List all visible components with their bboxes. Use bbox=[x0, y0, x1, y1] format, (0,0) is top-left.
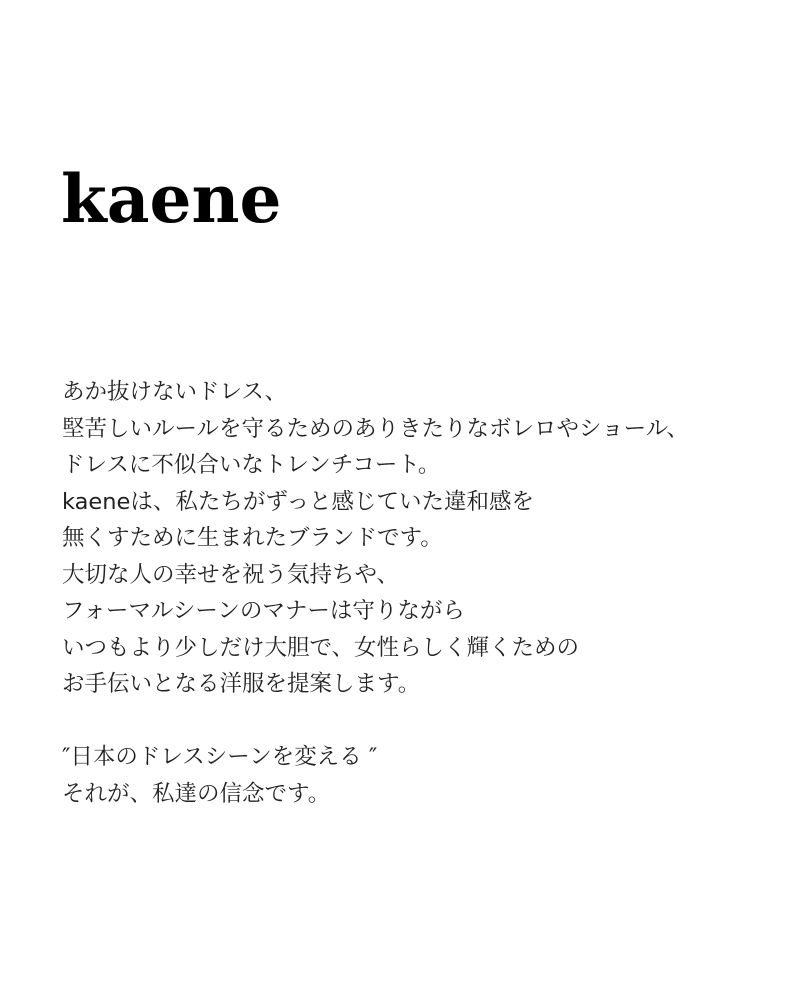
paragraph-spacer bbox=[62, 703, 782, 740]
belief-line: それが、私達の信念です。 bbox=[62, 780, 331, 807]
brand-logo: kaene bbox=[61, 160, 282, 238]
statement-line: いつもより少しだけ大胆で、女性らしく輝くための bbox=[62, 634, 580, 661]
statement-line: お手伝いとなる洋服を提案します。 bbox=[62, 671, 421, 697]
statement-line: ドレスに不似合いなトレンチコート。 bbox=[62, 452, 441, 478]
brand-statement bbox=[62, 374, 782, 812]
statement-line: あか抜けないドレス、 bbox=[62, 379, 288, 405]
statement-line: フォーマルシーンのマナーは守りながら bbox=[62, 598, 465, 624]
statement-paragraph-2 bbox=[62, 739, 782, 812]
statement-paragraph-1 bbox=[62, 374, 782, 703]
statement-line: kaeneは、私たちがずっと感じていた違和感を bbox=[62, 488, 535, 515]
statement-line: 堅苦しいルールを守るためのありきたりなボレロやショール、 bbox=[62, 415, 689, 442]
statement-line: 無くすために生まれたブランドです。 bbox=[62, 525, 443, 551]
motto-line: ″日本のドレスシーンを変える ″ bbox=[62, 744, 378, 770]
statement-line: 大切な人の幸せを祝う気持ちや、 bbox=[62, 561, 400, 588]
